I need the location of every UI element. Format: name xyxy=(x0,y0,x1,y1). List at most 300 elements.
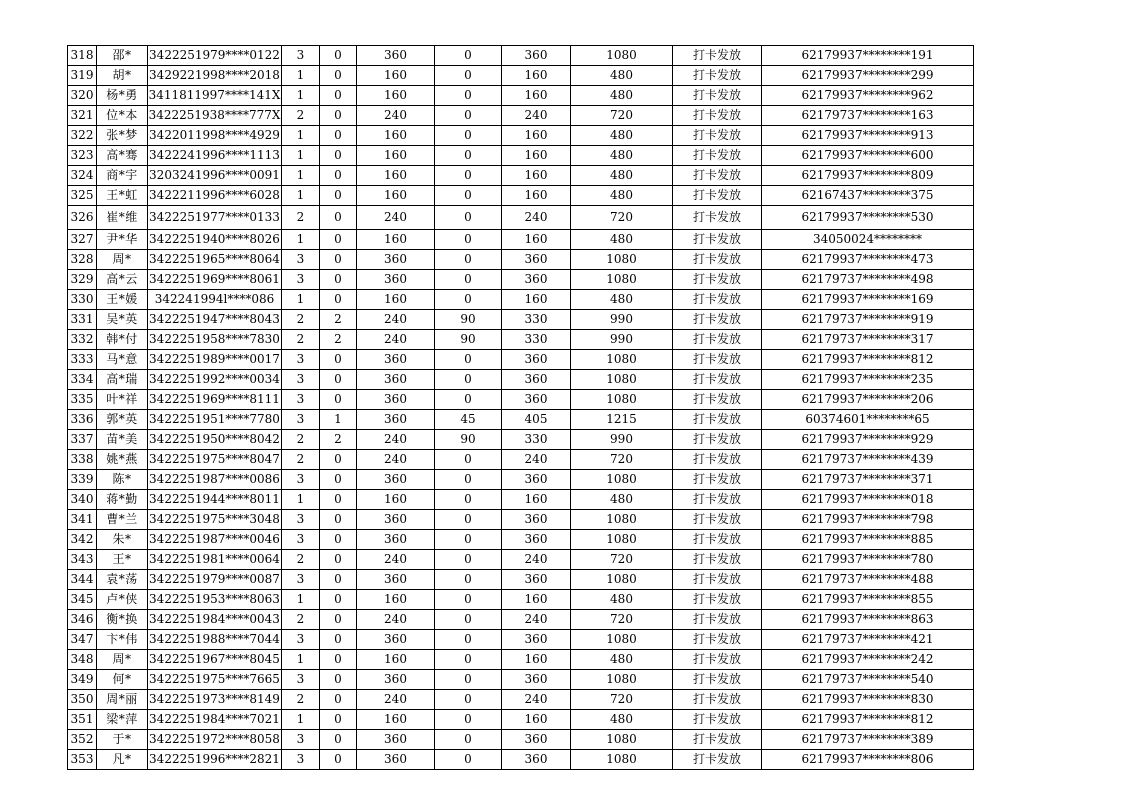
count-b-cell: 2 xyxy=(320,430,357,450)
name-cell: 邵* xyxy=(97,46,148,66)
total-cell: 480 xyxy=(571,66,673,86)
payment-method-cell: 打卡发放 xyxy=(673,470,762,490)
account-number-cell: 62179937********530 xyxy=(762,206,974,230)
name-cell: 高*云 xyxy=(97,270,148,290)
row-number-cell: 332 xyxy=(68,330,97,350)
amount-b-cell: 0 xyxy=(435,510,502,530)
row-number-cell: 323 xyxy=(68,146,97,166)
count-b-cell: 0 xyxy=(320,630,357,650)
payment-method-cell: 打卡发放 xyxy=(673,290,762,310)
count-a-cell: 1 xyxy=(282,290,320,310)
name-cell: 高*骞 xyxy=(97,146,148,166)
name-cell: 王*虹 xyxy=(97,186,148,206)
subtotal-cell: 360 xyxy=(502,750,571,770)
name-cell: 陈* xyxy=(97,470,148,490)
row-number-cell: 349 xyxy=(68,670,97,690)
name-cell: 袁*荡 xyxy=(97,570,148,590)
amount-a-cell: 240 xyxy=(357,550,435,570)
count-b-cell: 0 xyxy=(320,206,357,230)
row-number-cell: 348 xyxy=(68,650,97,670)
account-number-cell: 62179937********885 xyxy=(762,530,974,550)
account-number-cell: 62167437********375 xyxy=(762,186,974,206)
total-cell: 1080 xyxy=(571,670,673,690)
count-b-cell: 2 xyxy=(320,330,357,350)
id-number-cell: 3422251987****0086 xyxy=(148,470,282,490)
account-number-cell: 62179737********439 xyxy=(762,450,974,470)
count-a-cell: 1 xyxy=(282,86,320,106)
total-cell: 1080 xyxy=(571,370,673,390)
total-cell: 1080 xyxy=(571,390,673,410)
amount-a-cell: 240 xyxy=(357,610,435,630)
amount-b-cell: 0 xyxy=(435,590,502,610)
total-cell: 480 xyxy=(571,230,673,250)
subtotal-cell: 160 xyxy=(502,230,571,250)
table-row xyxy=(68,250,974,270)
count-a-cell: 2 xyxy=(282,310,320,330)
amount-b-cell: 0 xyxy=(435,270,502,290)
name-cell: 吴*英 xyxy=(97,310,148,330)
row-number-cell: 338 xyxy=(68,450,97,470)
count-b-cell: 0 xyxy=(320,166,357,186)
total-cell: 480 xyxy=(571,86,673,106)
count-b-cell: 0 xyxy=(320,250,357,270)
id-number-cell: 3422251984****7021 xyxy=(148,710,282,730)
count-a-cell: 2 xyxy=(282,450,320,470)
count-b-cell: 0 xyxy=(320,230,357,250)
account-number-cell: 62179937********242 xyxy=(762,650,974,670)
amount-b-cell: 0 xyxy=(435,166,502,186)
amount-b-cell: 0 xyxy=(435,350,502,370)
table-row xyxy=(68,430,974,450)
row-number-cell: 341 xyxy=(68,510,97,530)
account-number-cell: 62179937********169 xyxy=(762,290,974,310)
row-number-cell: 335 xyxy=(68,390,97,410)
amount-a-cell: 240 xyxy=(357,106,435,126)
amount-b-cell: 0 xyxy=(435,230,502,250)
payment-method-cell: 打卡发放 xyxy=(673,86,762,106)
count-a-cell: 3 xyxy=(282,750,320,770)
name-cell: 杨*勇 xyxy=(97,86,148,106)
count-a-cell: 3 xyxy=(282,350,320,370)
account-number-cell: 62179937********855 xyxy=(762,590,974,610)
name-cell: 高*瑞 xyxy=(97,370,148,390)
account-number-cell: 62179937********206 xyxy=(762,390,974,410)
name-cell: 周*丽 xyxy=(97,690,148,710)
table-row xyxy=(68,270,974,290)
subtotal-cell: 240 xyxy=(502,106,571,126)
id-number-cell: 3422251953****8063 xyxy=(148,590,282,610)
amount-b-cell: 0 xyxy=(435,750,502,770)
amount-a-cell: 360 xyxy=(357,370,435,390)
name-cell: 马*意 xyxy=(97,350,148,370)
payment-method-cell: 打卡发放 xyxy=(673,410,762,430)
row-number-cell: 330 xyxy=(68,290,97,310)
id-number-cell: 3422251989****0017 xyxy=(148,350,282,370)
account-number-cell: 62179737********421 xyxy=(762,630,974,650)
count-b-cell: 0 xyxy=(320,670,357,690)
amount-b-cell: 0 xyxy=(435,86,502,106)
amount-a-cell: 240 xyxy=(357,430,435,450)
subtotal-cell: 160 xyxy=(502,650,571,670)
payment-method-cell: 打卡发放 xyxy=(673,166,762,186)
row-number-cell: 320 xyxy=(68,86,97,106)
count-b-cell: 0 xyxy=(320,550,357,570)
amount-b-cell: 0 xyxy=(435,146,502,166)
account-number-cell: 62179937********018 xyxy=(762,490,974,510)
id-number-cell: 3422251973****8149 xyxy=(148,690,282,710)
subtotal-cell: 360 xyxy=(502,730,571,750)
count-a-cell: 2 xyxy=(282,550,320,570)
count-a-cell: 1 xyxy=(282,186,320,206)
amount-a-cell: 160 xyxy=(357,126,435,146)
amount-a-cell: 160 xyxy=(357,710,435,730)
account-number-cell: 62179937********798 xyxy=(762,510,974,530)
name-cell: 周* xyxy=(97,250,148,270)
account-number-cell: 62179737********540 xyxy=(762,670,974,690)
total-cell: 1080 xyxy=(571,750,673,770)
count-b-cell: 0 xyxy=(320,390,357,410)
name-cell: 商*宇 xyxy=(97,166,148,186)
count-b-cell: 0 xyxy=(320,350,357,370)
name-cell: 王* xyxy=(97,550,148,570)
amount-a-cell: 240 xyxy=(357,450,435,470)
count-b-cell: 0 xyxy=(320,186,357,206)
amount-b-cell: 0 xyxy=(435,186,502,206)
amount-a-cell: 360 xyxy=(357,750,435,770)
count-b-cell: 0 xyxy=(320,66,357,86)
account-number-cell: 62179937********863 xyxy=(762,610,974,630)
count-b-cell: 0 xyxy=(320,106,357,126)
name-cell: 衡*换 xyxy=(97,610,148,630)
id-number-cell: 3422251981****0064 xyxy=(148,550,282,570)
table-row xyxy=(68,410,974,430)
name-cell: 韩*付 xyxy=(97,330,148,350)
row-number-cell: 350 xyxy=(68,690,97,710)
subtotal-cell: 160 xyxy=(502,166,571,186)
row-number-cell: 326 xyxy=(68,206,97,230)
total-cell: 1080 xyxy=(571,250,673,270)
account-number-cell: 62179937********913 xyxy=(762,126,974,146)
id-number-cell: 3422251965****8064 xyxy=(148,250,282,270)
subtotal-cell: 360 xyxy=(502,370,571,390)
account-number-cell: 62179937********235 xyxy=(762,370,974,390)
count-b-cell: 0 xyxy=(320,650,357,670)
account-number-cell: 62179937********830 xyxy=(762,690,974,710)
account-number-cell: 62179737********317 xyxy=(762,330,974,350)
count-b-cell: 0 xyxy=(320,730,357,750)
name-cell: 凡* xyxy=(97,750,148,770)
table-row xyxy=(68,46,974,66)
amount-b-cell: 0 xyxy=(435,690,502,710)
total-cell: 1080 xyxy=(571,730,673,750)
id-number-cell: 3422251940****8026 xyxy=(148,230,282,250)
amount-a-cell: 360 xyxy=(357,46,435,66)
name-cell: 尹*华 xyxy=(97,230,148,250)
total-cell: 1080 xyxy=(571,530,673,550)
count-a-cell: 1 xyxy=(282,490,320,510)
table-row xyxy=(68,126,974,146)
amount-b-cell: 0 xyxy=(435,650,502,670)
table-row xyxy=(68,690,974,710)
amount-b-cell: 0 xyxy=(435,126,502,146)
count-a-cell: 3 xyxy=(282,250,320,270)
subtotal-cell: 360 xyxy=(502,570,571,590)
count-b-cell: 0 xyxy=(320,710,357,730)
total-cell: 480 xyxy=(571,126,673,146)
count-b-cell: 0 xyxy=(320,86,357,106)
account-number-cell: 62179937********299 xyxy=(762,66,974,86)
name-cell: 张*梦 xyxy=(97,126,148,146)
table-row xyxy=(68,490,974,510)
amount-a-cell: 360 xyxy=(357,410,435,430)
payment-method-cell: 打卡发放 xyxy=(673,750,762,770)
subtotal-cell: 240 xyxy=(502,450,571,470)
total-cell: 480 xyxy=(571,650,673,670)
account-number-cell: 62179937********780 xyxy=(762,550,974,570)
table-row xyxy=(68,390,974,410)
subtotal-cell: 405 xyxy=(502,410,571,430)
subtotal-cell: 360 xyxy=(502,250,571,270)
subtotal-cell: 360 xyxy=(502,670,571,690)
count-a-cell: 1 xyxy=(282,166,320,186)
payment-method-cell: 打卡发放 xyxy=(673,570,762,590)
id-number-cell: 3429221998****2018 xyxy=(148,66,282,86)
amount-b-cell: 45 xyxy=(435,410,502,430)
row-number-cell: 322 xyxy=(68,126,97,146)
table-row xyxy=(68,66,974,86)
id-number-cell: 3422251972****8058 xyxy=(148,730,282,750)
name-cell: 叶*祥 xyxy=(97,390,148,410)
subtotal-cell: 240 xyxy=(502,550,571,570)
account-number-cell: 62179937********812 xyxy=(762,710,974,730)
row-number-cell: 351 xyxy=(68,710,97,730)
payment-method-cell: 打卡发放 xyxy=(673,106,762,126)
id-number-cell: 3422211996****6028 xyxy=(148,186,282,206)
row-number-cell: 331 xyxy=(68,310,97,330)
payment-method-cell: 打卡发放 xyxy=(673,610,762,630)
table-row xyxy=(68,350,974,370)
subtotal-cell: 160 xyxy=(502,290,571,310)
total-cell: 720 xyxy=(571,550,673,570)
table-row xyxy=(68,146,974,166)
account-number-cell: 62179737********389 xyxy=(762,730,974,750)
count-a-cell: 1 xyxy=(282,230,320,250)
amount-a-cell: 360 xyxy=(357,390,435,410)
total-cell: 1215 xyxy=(571,410,673,430)
total-cell: 480 xyxy=(571,710,673,730)
payment-method-cell: 打卡发放 xyxy=(673,370,762,390)
subtotal-cell: 360 xyxy=(502,530,571,550)
count-a-cell: 3 xyxy=(282,390,320,410)
count-b-cell: 0 xyxy=(320,270,357,290)
account-number-cell: 62179937********191 xyxy=(762,46,974,66)
payment-method-cell: 打卡发放 xyxy=(673,690,762,710)
amount-a-cell: 360 xyxy=(357,670,435,690)
table-row xyxy=(68,550,974,570)
subtotal-cell: 360 xyxy=(502,510,571,530)
amount-b-cell: 0 xyxy=(435,570,502,590)
amount-b-cell: 0 xyxy=(435,46,502,66)
total-cell: 990 xyxy=(571,430,673,450)
row-number-cell: 337 xyxy=(68,430,97,450)
name-cell: 蒋*勤 xyxy=(97,490,148,510)
amount-a-cell: 360 xyxy=(357,510,435,530)
count-b-cell: 0 xyxy=(320,750,357,770)
table-row xyxy=(68,750,974,770)
row-number-cell: 340 xyxy=(68,490,97,510)
account-number-cell: 62179737********919 xyxy=(762,310,974,330)
count-a-cell: 3 xyxy=(282,530,320,550)
account-number-cell: 62179737********371 xyxy=(762,470,974,490)
payment-method-cell: 打卡发放 xyxy=(673,330,762,350)
payment-method-cell: 打卡发放 xyxy=(673,46,762,66)
count-b-cell: 0 xyxy=(320,450,357,470)
amount-b-cell: 0 xyxy=(435,670,502,690)
subtotal-cell: 160 xyxy=(502,490,571,510)
table-row xyxy=(68,166,974,186)
table-row xyxy=(68,650,974,670)
id-number-cell: 3411811997****141X xyxy=(148,86,282,106)
id-number-cell: 3422251938****777X xyxy=(148,106,282,126)
total-cell: 1080 xyxy=(571,46,673,66)
total-cell: 1080 xyxy=(571,630,673,650)
row-number-cell: 329 xyxy=(68,270,97,290)
count-a-cell: 1 xyxy=(282,146,320,166)
amount-b-cell: 0 xyxy=(435,206,502,230)
id-number-cell: 3422251984****0043 xyxy=(148,610,282,630)
payment-method-cell: 打卡发放 xyxy=(673,186,762,206)
account-number-cell: 62179737********498 xyxy=(762,270,974,290)
count-b-cell: 0 xyxy=(320,126,357,146)
count-b-cell: 0 xyxy=(320,470,357,490)
payment-method-cell: 打卡发放 xyxy=(673,490,762,510)
row-number-cell: 325 xyxy=(68,186,97,206)
name-cell: 于* xyxy=(97,730,148,750)
payment-method-cell: 打卡发放 xyxy=(673,430,762,450)
payment-method-cell: 打卡发放 xyxy=(673,710,762,730)
id-number-cell: 3422251958****7830 xyxy=(148,330,282,350)
amount-b-cell: 0 xyxy=(435,290,502,310)
payment-method-cell: 打卡发放 xyxy=(673,146,762,166)
count-b-cell: 0 xyxy=(320,290,357,310)
amount-b-cell: 0 xyxy=(435,106,502,126)
amount-a-cell: 160 xyxy=(357,66,435,86)
row-number-cell: 347 xyxy=(68,630,97,650)
table-row xyxy=(68,86,974,106)
name-cell: 位*本 xyxy=(97,106,148,126)
count-b-cell: 2 xyxy=(320,310,357,330)
row-number-cell: 336 xyxy=(68,410,97,430)
name-cell: 曹*兰 xyxy=(97,510,148,530)
total-cell: 480 xyxy=(571,186,673,206)
amount-a-cell: 160 xyxy=(357,490,435,510)
table-row xyxy=(68,290,974,310)
name-cell: 何* xyxy=(97,670,148,690)
count-b-cell: 0 xyxy=(320,146,357,166)
row-number-cell: 327 xyxy=(68,230,97,250)
amount-a-cell: 360 xyxy=(357,730,435,750)
account-number-cell: 62179937********806 xyxy=(762,750,974,770)
name-cell: 胡* xyxy=(97,66,148,86)
amount-a-cell: 360 xyxy=(357,270,435,290)
table-row xyxy=(68,470,974,490)
records-table xyxy=(67,45,974,770)
row-number-cell: 324 xyxy=(68,166,97,186)
subtotal-cell: 330 xyxy=(502,430,571,450)
payment-method-cell: 打卡发放 xyxy=(673,590,762,610)
count-b-cell: 0 xyxy=(320,510,357,530)
id-number-cell: 3422251979****0087 xyxy=(148,570,282,590)
payment-method-cell: 打卡发放 xyxy=(673,670,762,690)
id-number-cell: 3422251979****0122 xyxy=(148,46,282,66)
amount-b-cell: 0 xyxy=(435,730,502,750)
amount-b-cell: 0 xyxy=(435,390,502,410)
subtotal-cell: 240 xyxy=(502,206,571,230)
total-cell: 480 xyxy=(571,490,673,510)
total-cell: 720 xyxy=(571,690,673,710)
subtotal-cell: 240 xyxy=(502,610,571,630)
table-row xyxy=(68,530,974,550)
table-row xyxy=(68,186,974,206)
payment-method-cell: 打卡发放 xyxy=(673,530,762,550)
count-a-cell: 1 xyxy=(282,126,320,146)
payment-method-cell: 打卡发放 xyxy=(673,730,762,750)
count-a-cell: 2 xyxy=(282,690,320,710)
id-number-cell: 3422251944****8011 xyxy=(148,490,282,510)
name-cell: 崔*维 xyxy=(97,206,148,230)
amount-a-cell: 240 xyxy=(357,690,435,710)
table-row xyxy=(68,450,974,470)
amount-a-cell: 160 xyxy=(357,86,435,106)
id-number-cell: 3422251988****7044 xyxy=(148,630,282,650)
table-row xyxy=(68,630,974,650)
amount-a-cell: 160 xyxy=(357,290,435,310)
amount-a-cell: 360 xyxy=(357,250,435,270)
count-a-cell: 3 xyxy=(282,410,320,430)
id-number-cell: 3422251951****7780 xyxy=(148,410,282,430)
account-number-cell: 60374601********65 xyxy=(762,410,974,430)
total-cell: 720 xyxy=(571,450,673,470)
payment-method-cell: 打卡发放 xyxy=(673,206,762,230)
payment-method-cell: 打卡发放 xyxy=(673,510,762,530)
id-number-cell: 3422251975****7665 xyxy=(148,670,282,690)
name-cell: 王*媛 xyxy=(97,290,148,310)
amount-b-cell: 0 xyxy=(435,470,502,490)
count-b-cell: 0 xyxy=(320,570,357,590)
amount-b-cell: 0 xyxy=(435,550,502,570)
subtotal-cell: 360 xyxy=(502,390,571,410)
id-number-cell: 3422011998****4929 xyxy=(148,126,282,146)
amount-a-cell: 360 xyxy=(357,470,435,490)
amount-a-cell: 240 xyxy=(357,206,435,230)
count-a-cell: 2 xyxy=(282,206,320,230)
name-cell: 卞*伟 xyxy=(97,630,148,650)
count-a-cell: 3 xyxy=(282,470,320,490)
subtotal-cell: 160 xyxy=(502,590,571,610)
subtotal-cell: 360 xyxy=(502,470,571,490)
subtotal-cell: 160 xyxy=(502,146,571,166)
amount-b-cell: 0 xyxy=(435,490,502,510)
amount-a-cell: 360 xyxy=(357,570,435,590)
count-a-cell: 1 xyxy=(282,590,320,610)
total-cell: 720 xyxy=(571,206,673,230)
count-b-cell: 0 xyxy=(320,46,357,66)
count-b-cell: 0 xyxy=(320,610,357,630)
count-a-cell: 3 xyxy=(282,670,320,690)
total-cell: 1080 xyxy=(571,470,673,490)
id-number-cell: 3203241996****0091 xyxy=(148,166,282,186)
total-cell: 480 xyxy=(571,146,673,166)
